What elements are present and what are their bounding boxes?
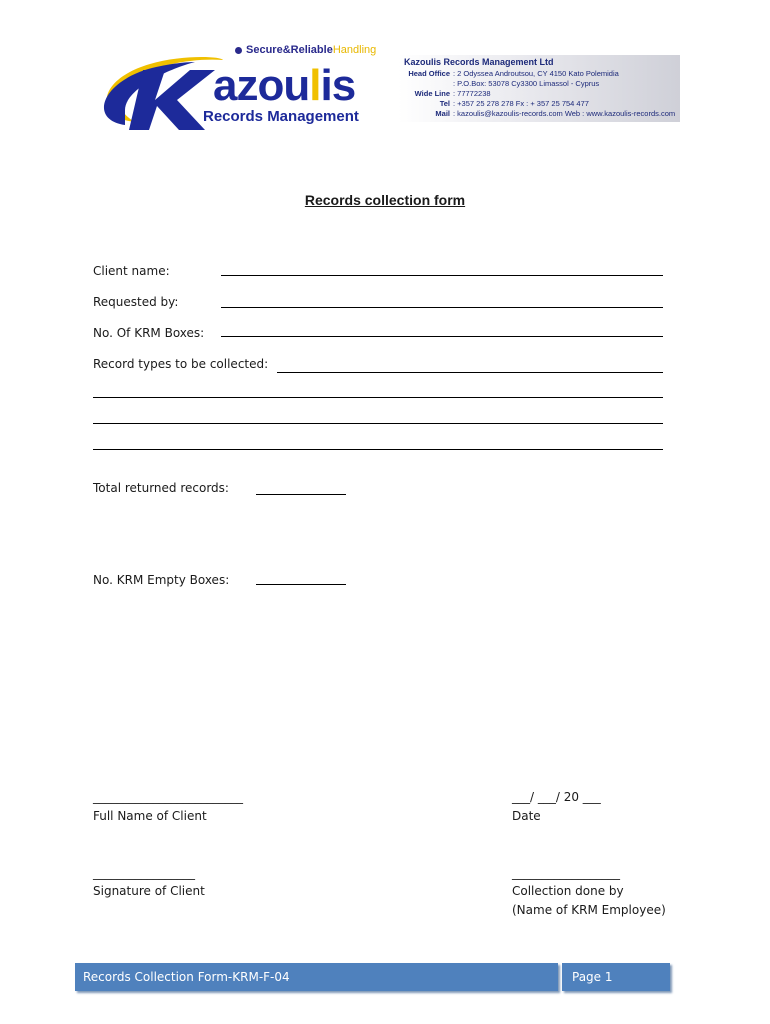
krm-boxes-label: No. Of KRM Boxes: [93, 326, 205, 340]
tagline: Secure&ReliableHandling [235, 44, 376, 56]
tel-row: Tel : +357 25 278 278 Fx : + 357 25 754 477 [439, 99, 589, 108]
full-name-blank[interactable]: _________________________ [93, 790, 243, 804]
page-footer [75, 963, 670, 991]
mail-row: Mail : kazoulis@kazoulis-records.com Web : www.kazoulis-records.com [435, 109, 676, 118]
requested-by-field[interactable] [221, 307, 663, 308]
total-returned-label: Total returned records: [93, 481, 229, 495]
krm-boxes-field[interactable] [221, 336, 663, 337]
requested-by-label: Requested by: [93, 295, 179, 309]
company-logo [95, 42, 385, 132]
head-office-row: Head Office : 2 Odyssea Androutsou, CY 4150 Kato Polemidia [408, 69, 619, 78]
signature-label: Signature of Client [93, 884, 205, 898]
full-name-label: Full Name of Client [93, 809, 207, 823]
shield-icon [235, 47, 242, 54]
logo-subtitle: Records Management [203, 108, 359, 125]
logo-wordmark: azoulis [213, 61, 356, 110]
record-types-line-4[interactable] [93, 449, 663, 450]
collection-label: Collection done by [512, 884, 624, 898]
record-types-line-2[interactable] [93, 397, 663, 398]
collection-sub-label: (Name of KRM Employee) [512, 903, 666, 917]
form-title: Records collection form [304, 192, 466, 208]
pobox-row: : P.O.Box: 53078 Cy3300 Limassol - Cyprus [453, 79, 600, 88]
client-name-label: Client name: [93, 264, 170, 278]
total-returned-field[interactable] [256, 494, 346, 495]
footer-form-code: Records Collection Form-KRM-F-04 [75, 963, 558, 991]
record-types-field[interactable] [277, 372, 663, 373]
empty-boxes-field[interactable] [256, 584, 346, 585]
record-types-label: Record types to be collected: [93, 357, 269, 371]
company-name: Kazoulis Records Management Ltd [404, 57, 554, 67]
signature-blank[interactable]: _________________ [93, 866, 195, 880]
footer-page-number: Page 1 [562, 963, 670, 991]
record-types-line-3[interactable] [93, 423, 663, 424]
company-contact-box [398, 55, 680, 122]
date-label: Date [512, 809, 541, 823]
wide-line-row: Wide Line : 77772238 [414, 89, 491, 98]
collection-blank[interactable]: __________________ [512, 866, 620, 880]
empty-boxes-label: No. KRM Empty Boxes: [93, 573, 230, 587]
client-name-field[interactable] [221, 275, 663, 276]
date-blank[interactable]: ___/ ___/ 20 ___ [512, 790, 601, 804]
